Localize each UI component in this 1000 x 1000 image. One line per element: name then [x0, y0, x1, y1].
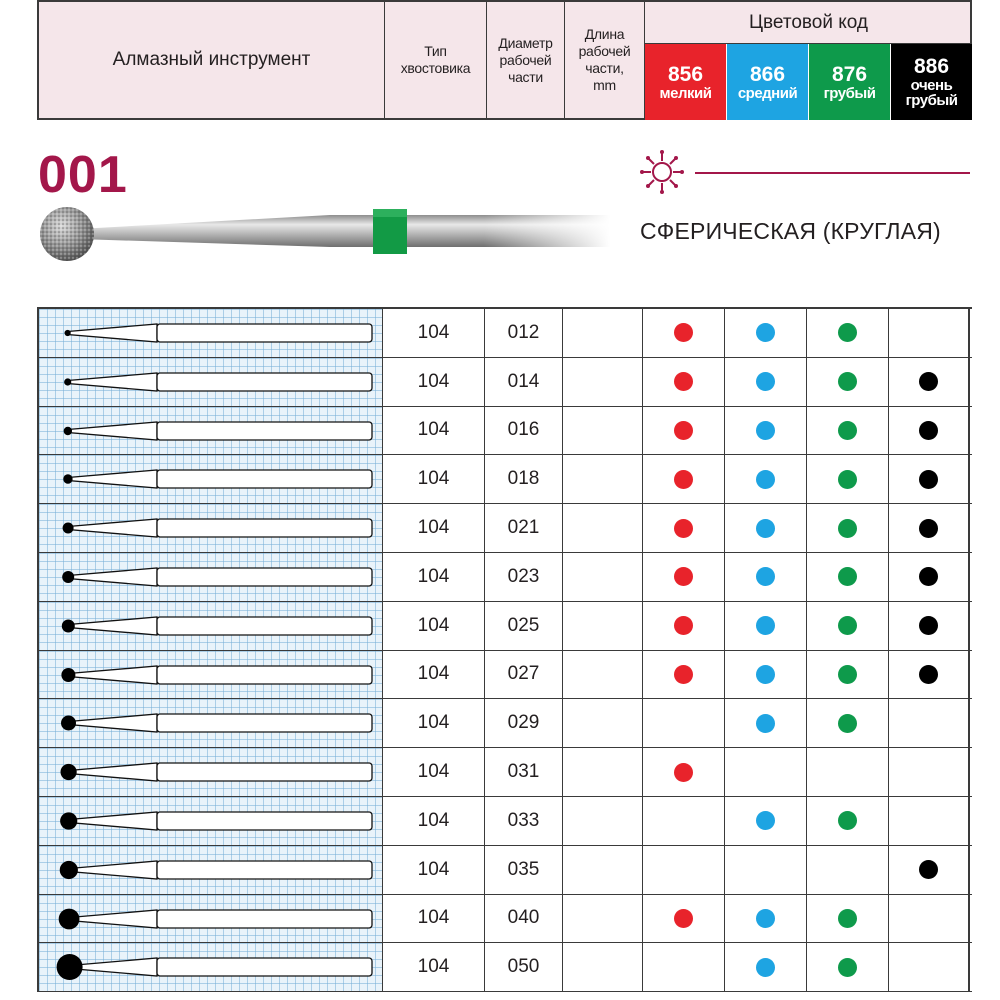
availability-dot [919, 616, 938, 635]
table-row [37, 748, 972, 797]
length-cell [563, 553, 643, 601]
bur-head [65, 330, 71, 336]
grit-cell-866 [725, 651, 807, 699]
bur-drawing [39, 846, 383, 894]
grit-label: средний [737, 84, 798, 102]
grit-cell-866 [725, 602, 807, 650]
bur-drawing [39, 797, 383, 845]
color-code-title: Цветовой код [645, 2, 972, 44]
availability-dot [674, 323, 693, 342]
grit-cell-866 [725, 846, 807, 894]
shank-cell: 104 [383, 651, 485, 699]
shank-cell: 104 [383, 895, 485, 943]
bur-head [61, 716, 76, 731]
length-cell [563, 309, 643, 357]
grit-label: мелкий [659, 84, 712, 102]
grit-cell-876 [807, 651, 889, 699]
bur-head [64, 378, 71, 385]
length-cell [563, 455, 643, 503]
bur-head [60, 861, 78, 879]
bur-shank [157, 958, 372, 976]
bur-drawing-cell [37, 846, 383, 894]
shank-cell: 104 [383, 358, 485, 406]
grit-cell-886 [889, 651, 970, 699]
shank-cell: 104 [383, 504, 485, 552]
availability-dot [838, 470, 857, 489]
grit-cell-876 [807, 407, 889, 455]
bur-neck [68, 568, 157, 586]
bur-drawing-cell [37, 651, 383, 699]
bur-neck [68, 666, 157, 684]
grit-cell-856 [643, 504, 725, 552]
bur-head [62, 619, 75, 632]
availability-dot [919, 519, 938, 538]
grit-cell-856 [643, 553, 725, 601]
availability-dot [838, 421, 857, 440]
star-burst-icon [640, 150, 684, 194]
diameter-cell: 035 [485, 846, 563, 894]
length-cell [563, 407, 643, 455]
table-row [37, 407, 972, 456]
grit-cell-866 [725, 699, 807, 747]
bur-shank [157, 470, 372, 488]
bur-drawing [39, 455, 383, 503]
table-row [37, 602, 972, 651]
table-row [37, 358, 972, 407]
grit-code: 856 [667, 62, 704, 86]
bur-drawing-cell [37, 553, 383, 601]
bur-drawing [39, 699, 383, 747]
instrument-label: Алмазный инструмент [112, 49, 311, 70]
grit-cell-876 [807, 309, 889, 357]
bur-drawing-cell [37, 455, 383, 503]
bur-shank [157, 324, 372, 342]
diameter-label: Диаметр рабочей части [498, 34, 553, 85]
grit-code: 866 [749, 62, 786, 86]
length-cell [563, 943, 643, 991]
grit-cell-856 [643, 699, 725, 747]
bur-drawing-cell [37, 602, 383, 650]
bur-neck [68, 470, 157, 488]
availability-dot [674, 665, 693, 684]
grit-cell-866 [725, 455, 807, 503]
grit-cell-886 [889, 602, 970, 650]
bur-neck [69, 763, 157, 781]
table-row [37, 651, 972, 700]
bur-shank [157, 714, 372, 732]
availability-dot [756, 909, 775, 928]
grit-cell-876 [807, 602, 889, 650]
availability-dot [838, 958, 857, 977]
grit-876 [809, 44, 891, 120]
bur-head [64, 426, 72, 434]
shank-cell: 104 [383, 407, 485, 455]
availability-dot [756, 323, 775, 342]
bur-head [63, 475, 72, 484]
bur-shank [157, 568, 372, 586]
grit-cell-866 [725, 895, 807, 943]
availability-dot [838, 665, 857, 684]
grit-cell-886 [889, 309, 970, 357]
bur-neck [69, 861, 157, 879]
grit-cell-866 [725, 943, 807, 991]
grit-cell-866 [725, 748, 807, 796]
availability-dot [919, 421, 938, 440]
bur-drawing-cell [37, 797, 383, 845]
bur-shank [157, 910, 372, 928]
bur-neck [68, 422, 157, 440]
availability-dot [674, 519, 693, 538]
grit-code: 876 [831, 62, 868, 86]
length-cell [563, 797, 643, 845]
grit-cell-876 [807, 504, 889, 552]
bur-neck [68, 617, 157, 635]
grit-cell-886 [889, 846, 970, 894]
availability-dot [674, 470, 693, 489]
bur-neck [69, 714, 157, 732]
bur-neck [68, 373, 157, 391]
grit-cell-876 [807, 797, 889, 845]
bur-illustration [30, 195, 610, 275]
bur-head [61, 764, 77, 780]
availability-dot [674, 763, 693, 782]
bur-drawing [39, 602, 383, 650]
grit-cell-876 [807, 358, 889, 406]
grit-cell-886 [889, 699, 970, 747]
grit-cell-856 [643, 455, 725, 503]
bur-head [62, 571, 74, 583]
shank-cell: 104 [383, 309, 485, 357]
bur-head [57, 954, 83, 980]
grit-cell-876 [807, 748, 889, 796]
size-table [37, 307, 972, 992]
bur-drawing-cell [37, 358, 383, 406]
grit-code: 886 [913, 55, 950, 78]
bur-neck [68, 519, 157, 537]
table-row [37, 504, 972, 553]
grit-cell-856 [643, 846, 725, 894]
availability-dot [838, 567, 857, 586]
grit-cell-876 [807, 455, 889, 503]
length-cell [563, 895, 643, 943]
grit-label: грубый [823, 84, 876, 102]
shank-cell: 104 [383, 699, 485, 747]
grit-cell-866 [725, 358, 807, 406]
shank-cell: 104 [383, 943, 485, 991]
availability-dot [756, 616, 775, 635]
grit-cell-856 [643, 895, 725, 943]
bur-neck [70, 958, 157, 976]
bur-drawing [39, 407, 383, 455]
availability-dot [674, 567, 693, 586]
diameter-cell: 050 [485, 943, 563, 991]
availability-dot [838, 323, 857, 342]
bur-drawing-cell [37, 699, 383, 747]
instrument-header [39, 2, 385, 118]
bur-drawing-cell [37, 895, 383, 943]
decorative-line [695, 172, 970, 174]
table-row [37, 553, 972, 602]
shape-name: СФЕРИЧЕСКАЯ (КРУГЛАЯ) [640, 218, 941, 244]
availability-dot [838, 909, 857, 928]
bur-neck [69, 812, 157, 830]
bur-head [59, 908, 80, 929]
bur-drawing [39, 553, 383, 601]
availability-dot [756, 470, 775, 489]
grit-cell-886 [889, 797, 970, 845]
availability-dot [756, 372, 775, 391]
grit-cell-886 [889, 358, 970, 406]
length-cell [563, 846, 643, 894]
availability-dot [756, 665, 775, 684]
diameter-cell: 025 [485, 602, 563, 650]
availability-dot [838, 811, 857, 830]
shank-cell: 104 [383, 455, 485, 503]
grit-cell-876 [807, 846, 889, 894]
bur-drawing [39, 943, 383, 991]
diameter-cell: 027 [485, 651, 563, 699]
grit-cell-886 [889, 895, 970, 943]
table-row [37, 797, 972, 846]
bur-neck [69, 910, 157, 928]
availability-dot [838, 714, 857, 733]
grit-legend [645, 44, 972, 120]
bur-shank [157, 763, 372, 781]
length-cell [563, 504, 643, 552]
diameter-cell: 023 [485, 553, 563, 601]
availability-dot [919, 860, 938, 879]
diameter-cell: 014 [485, 358, 563, 406]
length-cell [563, 651, 643, 699]
header-table [37, 0, 972, 120]
grit-cell-866 [725, 407, 807, 455]
diameter-cell: 018 [485, 455, 563, 503]
grit-cell-876 [807, 895, 889, 943]
shank-cell: 104 [383, 846, 485, 894]
grit-cell-856 [643, 309, 725, 357]
grit-866 [727, 44, 809, 120]
shank-header [385, 2, 487, 118]
bur-drawing [39, 358, 383, 406]
diameter-cell: 012 [485, 309, 563, 357]
availability-dot [919, 470, 938, 489]
length-cell [563, 602, 643, 650]
grit-cell-856 [643, 943, 725, 991]
length-header [565, 2, 645, 118]
grit-cell-886 [889, 553, 970, 601]
grit-cell-866 [725, 553, 807, 601]
availability-dot [756, 958, 775, 977]
table-row [37, 309, 972, 358]
length-cell [563, 358, 643, 406]
color-code-header [645, 2, 972, 118]
grit-cell-876 [807, 553, 889, 601]
diameter-cell: 031 [485, 748, 563, 796]
grit-886 [891, 44, 972, 120]
bur-shank [157, 666, 372, 684]
grit-cell-856 [643, 651, 725, 699]
bur-head [61, 668, 75, 682]
bur-neck [68, 324, 157, 342]
diameter-cell: 029 [485, 699, 563, 747]
availability-dot [756, 421, 775, 440]
diameter-cell: 033 [485, 797, 563, 845]
bur-drawing-cell [37, 943, 383, 991]
availability-dot [756, 519, 775, 538]
availability-dot [756, 811, 775, 830]
bur-shank [157, 519, 372, 537]
shank-cell: 104 [383, 748, 485, 796]
grit-cell-866 [725, 504, 807, 552]
bur-drawing [39, 748, 383, 796]
grit-cell-876 [807, 699, 889, 747]
grit-cell-856 [643, 407, 725, 455]
grit-cell-856 [643, 748, 725, 796]
bur-drawing [39, 651, 383, 699]
grit-cell-866 [725, 797, 807, 845]
availability-dot [756, 714, 775, 733]
availability-dot [838, 519, 857, 538]
grit-label: очень грубый [905, 77, 958, 109]
diameter-cell: 016 [485, 407, 563, 455]
grit-cell-886 [889, 748, 970, 796]
availability-dot [674, 372, 693, 391]
availability-dot [919, 665, 938, 684]
bur-shank [157, 861, 372, 879]
bur-shank [157, 422, 372, 440]
grit-cell-866 [725, 309, 807, 357]
diameter-cell: 021 [485, 504, 563, 552]
bur-drawing-cell [37, 504, 383, 552]
grit-cell-876 [807, 943, 889, 991]
length-cell [563, 748, 643, 796]
table-row [37, 699, 972, 748]
shank-cell: 104 [383, 797, 485, 845]
grit-cell-886 [889, 504, 970, 552]
grit-cell-886 [889, 407, 970, 455]
grit-cell-856 [643, 602, 725, 650]
availability-dot [838, 372, 857, 391]
table-row [37, 455, 972, 504]
bur-head [63, 523, 74, 534]
availability-dot [756, 567, 775, 586]
product-number: 001 [38, 146, 128, 204]
length-label: Длина рабочей части, mm [578, 26, 631, 93]
table-row [37, 846, 972, 895]
bur-drawing-cell [37, 309, 383, 357]
bur-drawing-cell [37, 748, 383, 796]
bur-shank [157, 617, 372, 635]
grit-cell-886 [889, 943, 970, 991]
diameter-header [487, 2, 565, 118]
bur-head [60, 812, 77, 829]
availability-dot [674, 616, 693, 635]
grit-856 [645, 44, 727, 120]
availability-dot [674, 421, 693, 440]
bur-drawing-cell [37, 407, 383, 455]
shank-cell: 104 [383, 602, 485, 650]
bur-drawing [39, 504, 383, 552]
diameter-cell: 040 [485, 895, 563, 943]
grit-cell-856 [643, 797, 725, 845]
bur-shank [157, 812, 372, 830]
availability-dot [838, 616, 857, 635]
grit-cell-856 [643, 358, 725, 406]
bur-shank [157, 373, 372, 391]
table-row [37, 895, 972, 944]
table-row [37, 943, 972, 992]
availability-dot [919, 372, 938, 391]
availability-dot [919, 567, 938, 586]
length-cell [563, 699, 643, 747]
bur-drawing [39, 895, 383, 943]
grit-cell-886 [889, 455, 970, 503]
bur-drawing [39, 309, 383, 357]
availability-dot [674, 909, 693, 928]
shank-label: Тип хвостовика [400, 43, 471, 76]
shank-cell: 104 [383, 553, 485, 601]
